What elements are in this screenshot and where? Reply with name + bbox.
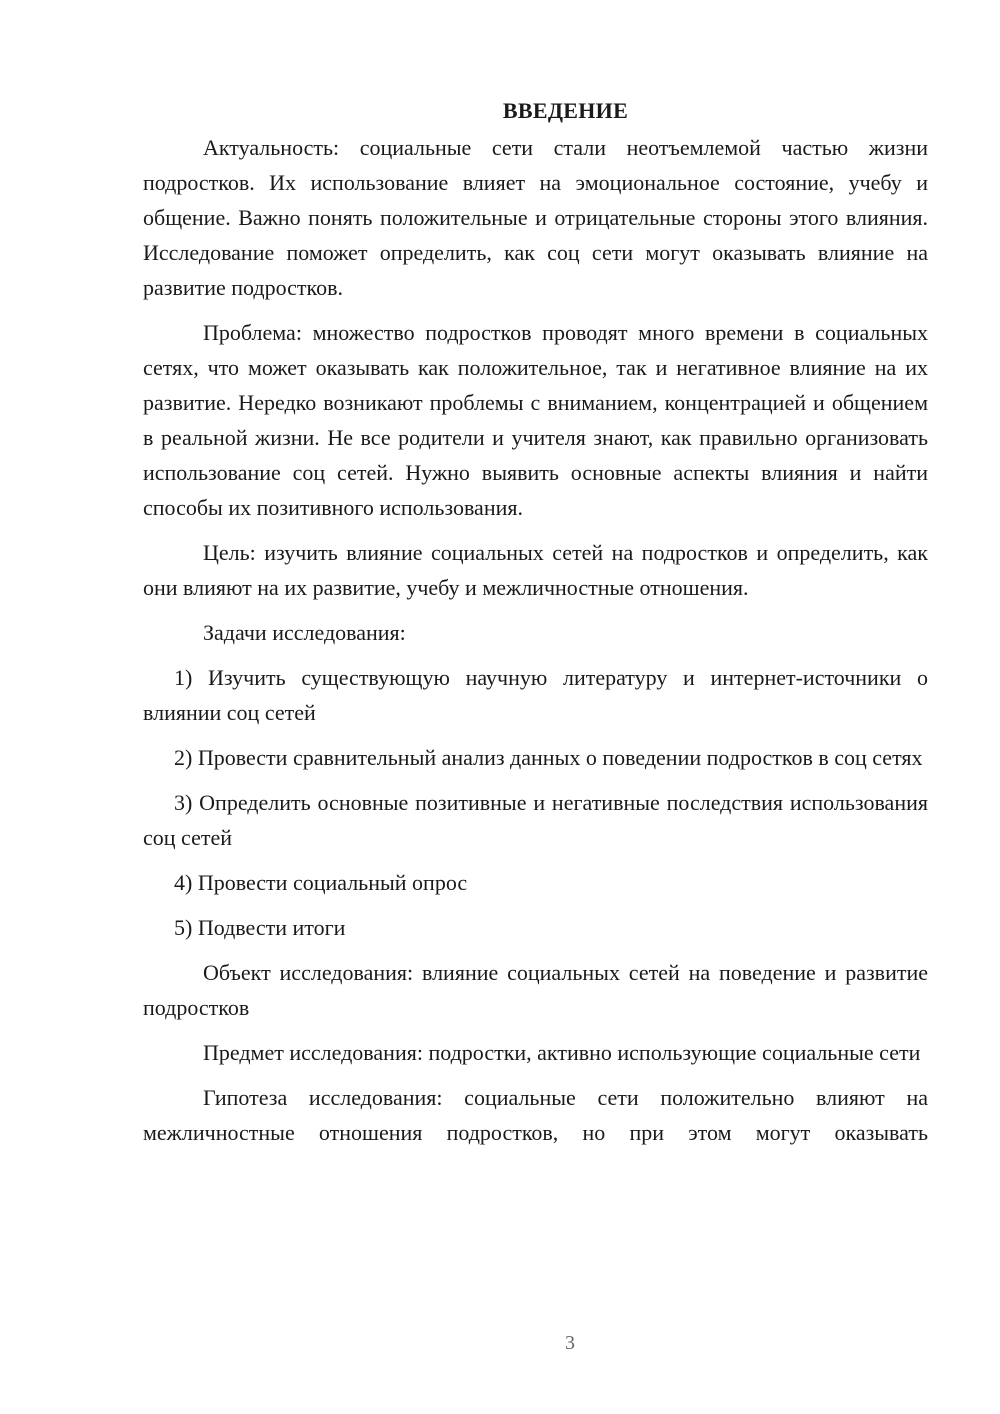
section-heading: ВВЕДЕНИЕ bbox=[502, 98, 629, 123]
task-item-4: 4) Провести социальный опрос bbox=[174, 870, 468, 895]
task-item-5: 5) Подвести итоги bbox=[174, 915, 346, 940]
paragraph-object: Объект исследования: влияние социальных сетей на поведение и развитие подростков bbox=[143, 960, 928, 1020]
paragraph-subject: Предмет исследования: подростки, активно использующие социальные сети bbox=[203, 1040, 921, 1065]
paragraph-problem: Проблема: множество подростков проводят много времени в социальных сетях, что может оказывать как положительное, так и негативное влияние на их развитие. Нередко возникают проблемы с вниманием, концентрацией и общением в реальной жизни. Не все родители и учителя знают, как правильно организовать использование соц сетей. Нужно выявить основные аспекты влияния и найти способы их позитивного использования. bbox=[143, 320, 928, 520]
page-number: 3 bbox=[565, 1332, 575, 1354]
task-item-1: 1) Изучить существующую научную литературу и интернет-источники о влиянии соц сетей bbox=[143, 665, 928, 725]
document-page bbox=[143, 96, 928, 1160]
paragraph-goal: Цель: изучить влияние социальных сетей на подростков и определить, как они влияют на их развитие, учебу и межличностные отношения. bbox=[143, 540, 928, 600]
paragraph-hypothesis: Гипотеза исследования: социальные сети положительно влияют на межличностные отношения подростков, но при этом могут оказывать bbox=[143, 1085, 928, 1145]
paragraph-tasks-title: Задачи исследования: bbox=[203, 620, 406, 645]
paragraph-relevance: Актуальность: социальные сети стали неотъемлемой частью жизни подростков. Их использование влияет на эмоциональное состояние, учебу и общение. Важно понять положительные и отрицательные стороны этого влияния. Исследование поможет определить, как соц сети могут оказывать влияние на развитие подростков. bbox=[143, 135, 928, 300]
task-item-2: 2) Провести сравнительный анализ данных о поведении подростков в соц сетях bbox=[174, 745, 923, 770]
task-item-3: 3) Определить основные позитивные и негативные последствия использования соц сетей bbox=[143, 790, 928, 850]
